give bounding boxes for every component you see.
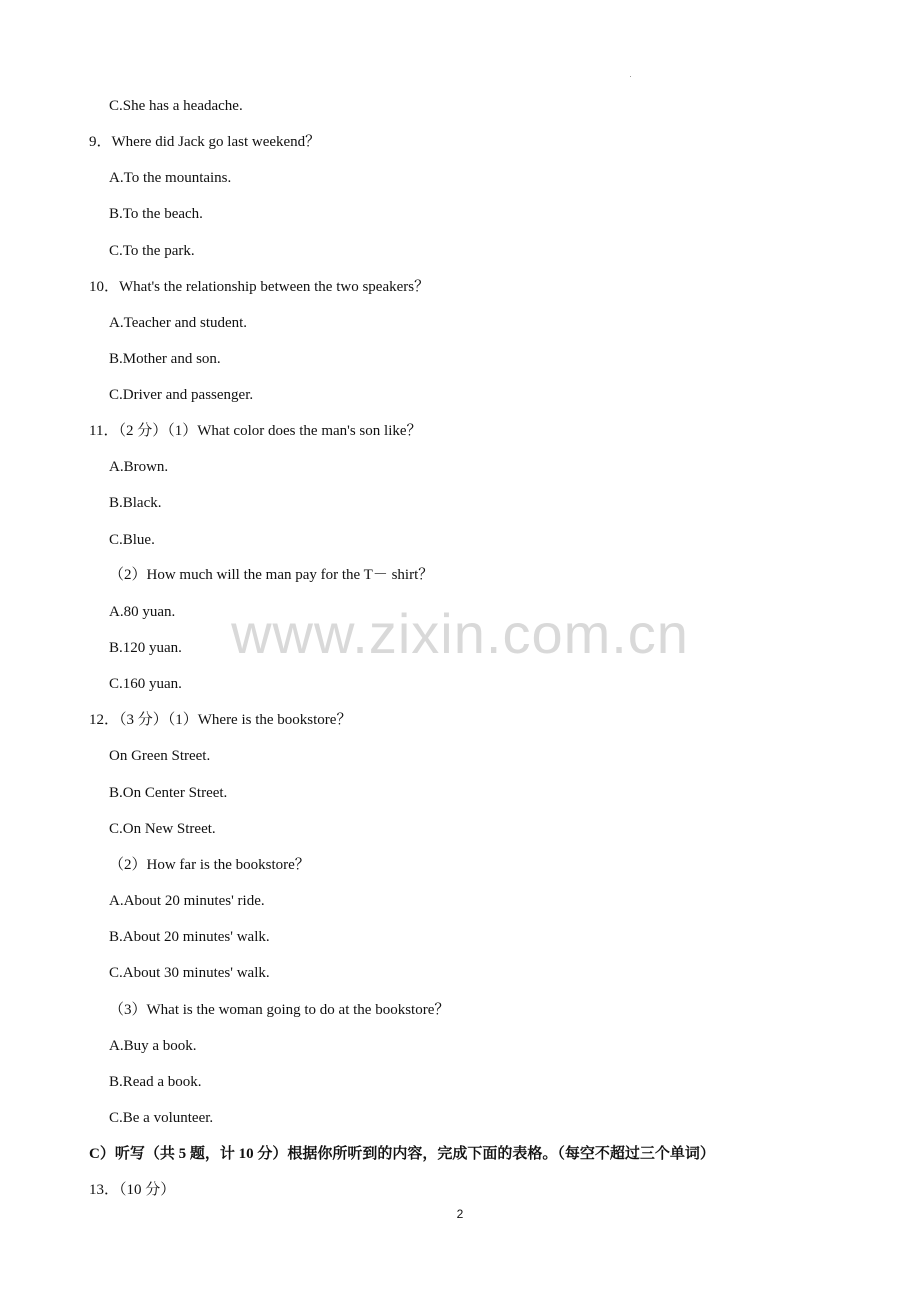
subquestion-line: （2）How far is the bookstore？ xyxy=(109,857,310,873)
option-line: A.Brown. xyxy=(109,459,169,475)
option-line: On Green Street. xyxy=(109,748,211,764)
watermark: www.zixin.com.cn xyxy=(231,602,689,665)
option-line: B.Mother and son. xyxy=(109,351,221,367)
question-line: 11．（2 分）（1）What color does the man's son like？ xyxy=(89,423,422,439)
question-line: 12．（3 分）（1）Where is the bookstore？ xyxy=(89,712,352,728)
question-line: 13．（10 分） xyxy=(89,1182,176,1198)
option-line: C.160 yuan. xyxy=(109,676,182,692)
question-line: 9．Where did Jack go last weekend？ xyxy=(89,134,321,150)
question-line: 10．What's the relationship between the two speakers？ xyxy=(89,279,430,295)
option-line: B.To the beach. xyxy=(109,206,203,222)
subquestion-line: （3）What is the woman going to do at the bookstore？ xyxy=(109,1002,450,1018)
subquestion-line: （2）How much will the man pay for the T－ shirt？ xyxy=(109,567,434,583)
option-line: B.About 20 minutes' walk. xyxy=(109,929,270,945)
option-line: A.To the mountains. xyxy=(109,170,232,186)
option-line: C.She has a headache. xyxy=(109,98,243,114)
section-heading: C）听写（共 5 题，计 10 分）根据你所听到的内容，完成下面的表格。（每空不超过三个单词） xyxy=(89,1146,715,1162)
option-line: C.Driver and passenger. xyxy=(109,387,254,403)
option-line: C.To the park. xyxy=(109,243,195,259)
option-line: C.Blue. xyxy=(109,532,155,548)
option-line: B.Black. xyxy=(109,495,162,511)
page-number: 2 xyxy=(456,1207,464,1221)
option-line: B.On Center Street. xyxy=(109,785,228,801)
option-line: A.About 20 minutes' ride. xyxy=(109,893,265,909)
option-line: A.Buy a book. xyxy=(109,1038,197,1054)
option-line: B.120 yuan. xyxy=(109,640,182,656)
option-line: C.Be a volunteer. xyxy=(109,1110,214,1126)
option-line: C.About 30 minutes' walk. xyxy=(109,965,270,981)
option-line: A.80 yuan. xyxy=(109,604,176,620)
option-line: B.Read a book. xyxy=(109,1074,202,1090)
scan-speck xyxy=(630,76,631,77)
option-line: A.Teacher and student. xyxy=(109,315,248,331)
option-line: C.On New Street. xyxy=(109,821,216,837)
